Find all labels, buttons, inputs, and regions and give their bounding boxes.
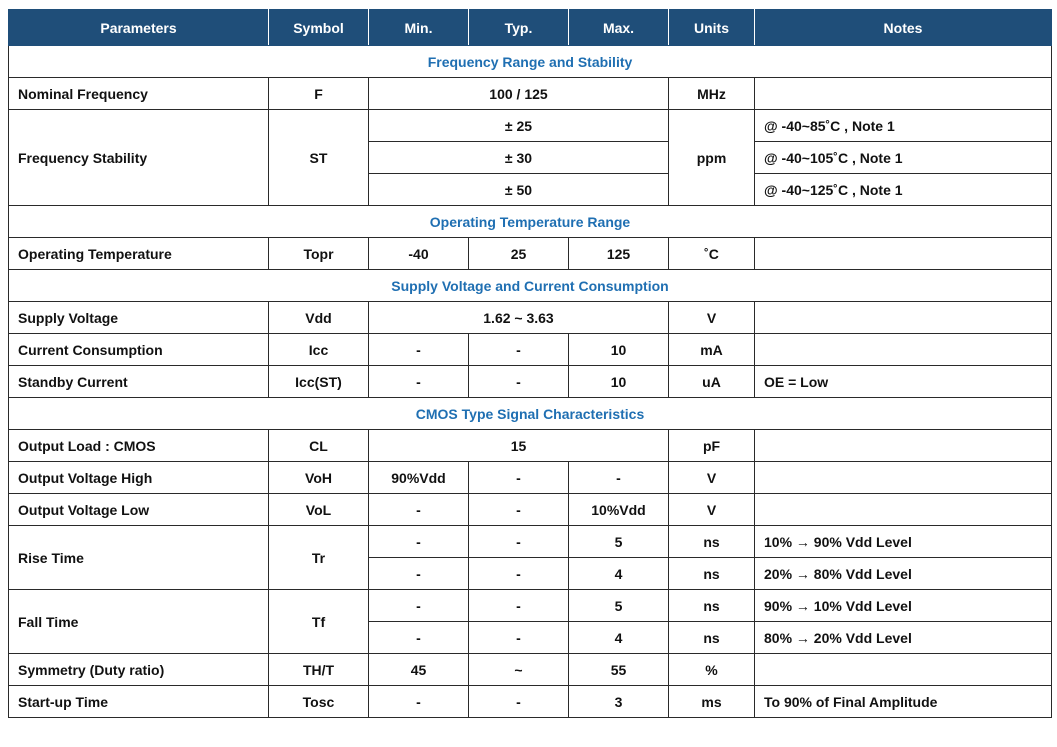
- units-output-load: pF: [669, 430, 755, 462]
- max-output-voltage-high: -: [569, 462, 669, 494]
- symbol-output-load: CL: [269, 430, 369, 462]
- row-frequency-stability-1: [9, 110, 1052, 142]
- row-output-load: [9, 430, 1052, 462]
- row-output-voltage-high: [9, 462, 1052, 494]
- note-symmetry: [755, 654, 1052, 686]
- typ-operating-temperature: 25: [469, 238, 569, 270]
- symbol-supply-voltage: Vdd: [269, 302, 369, 334]
- section-title-temperature: Operating Temperature Range: [9, 206, 1052, 238]
- units-current-consumption: mA: [669, 334, 755, 366]
- min-output-voltage-high: 90%Vdd: [369, 462, 469, 494]
- typ-rise-time-1: -: [469, 526, 569, 558]
- header-row: [9, 10, 1052, 46]
- typ-startup-time: -: [469, 686, 569, 718]
- note-rise-time-2: 20% → 80% Vdd Level: [755, 558, 1052, 590]
- units-startup-time: ms: [669, 686, 755, 718]
- max-startup-time: 3: [569, 686, 669, 718]
- note-rise-time-1: 10% → 90% Vdd Level: [755, 526, 1052, 558]
- symbol-operating-temperature: Topr: [269, 238, 369, 270]
- min-fall-time-1: -: [369, 590, 469, 622]
- param-current-consumption: Current Consumption: [9, 334, 269, 366]
- min-rise-time-1: -: [369, 526, 469, 558]
- note-output-voltage-high: [755, 462, 1052, 494]
- value-frequency-stability-1: ± 25: [369, 110, 669, 142]
- typ-output-voltage-low: -: [469, 494, 569, 526]
- header-min: Min.: [369, 10, 469, 46]
- note-operating-temperature: [755, 238, 1052, 270]
- max-rise-time-2: 4: [569, 558, 669, 590]
- max-standby-current: 10: [569, 366, 669, 398]
- max-symmetry: 55: [569, 654, 669, 686]
- param-output-voltage-high: Output Voltage High: [9, 462, 269, 494]
- min-standby-current: -: [369, 366, 469, 398]
- row-current-consumption: [9, 334, 1052, 366]
- param-rise-time: Rise Time: [9, 526, 269, 590]
- symbol-nominal-frequency: F: [269, 78, 369, 110]
- units-output-voltage-high: V: [669, 462, 755, 494]
- typ-standby-current: -: [469, 366, 569, 398]
- row-startup-time: [9, 686, 1052, 718]
- symbol-startup-time: Tosc: [269, 686, 369, 718]
- section-row-temperature: [9, 206, 1052, 238]
- param-fall-time: Fall Time: [9, 590, 269, 654]
- max-operating-temperature: 125: [569, 238, 669, 270]
- section-row-frequency: [9, 46, 1052, 78]
- min-symmetry: 45: [369, 654, 469, 686]
- note-current-consumption: [755, 334, 1052, 366]
- note-output-load: [755, 430, 1052, 462]
- units-supply-voltage: V: [669, 302, 755, 334]
- note-standby-current: OE = Low: [755, 366, 1052, 398]
- units-fall-time-2: ns: [669, 622, 755, 654]
- typ-output-voltage-high: -: [469, 462, 569, 494]
- row-operating-temperature: [9, 238, 1052, 270]
- symbol-rise-time: Tr: [269, 526, 369, 590]
- value-supply-voltage: 1.62 ~ 3.63: [369, 302, 669, 334]
- units-standby-current: uA: [669, 366, 755, 398]
- min-fall-time-2: -: [369, 622, 469, 654]
- units-operating-temperature: ˚C: [669, 238, 755, 270]
- max-current-consumption: 10: [569, 334, 669, 366]
- min-rise-time-2: -: [369, 558, 469, 590]
- symbol-standby-current: Icc(ST): [269, 366, 369, 398]
- min-current-consumption: -: [369, 334, 469, 366]
- symbol-output-voltage-high: VoH: [269, 462, 369, 494]
- max-fall-time-1: 5: [569, 590, 669, 622]
- units-nominal-frequency: MHz: [669, 78, 755, 110]
- header-symbol: Symbol: [269, 10, 369, 46]
- section-title-frequency: Frequency Range and Stability: [9, 46, 1052, 78]
- row-output-voltage-low: [9, 494, 1052, 526]
- units-frequency-stability: ppm: [669, 110, 755, 206]
- value-frequency-stability-3: ± 50: [369, 174, 669, 206]
- min-startup-time: -: [369, 686, 469, 718]
- header-parameters: Parameters: [9, 10, 269, 46]
- value-nominal-frequency: 100 / 125: [369, 78, 669, 110]
- section-title-supply: Supply Voltage and Current Consumption: [9, 270, 1052, 302]
- typ-fall-time-1: -: [469, 590, 569, 622]
- note-fall-time-2: 80% → 20% Vdd Level: [755, 622, 1052, 654]
- units-rise-time-1: ns: [669, 526, 755, 558]
- row-supply-voltage: [9, 302, 1052, 334]
- symbol-symmetry: TH/T: [269, 654, 369, 686]
- symbol-current-consumption: Icc: [269, 334, 369, 366]
- units-rise-time-2: ns: [669, 558, 755, 590]
- row-standby-current: [9, 366, 1052, 398]
- symbol-output-voltage-low: VoL: [269, 494, 369, 526]
- note-nominal-frequency: [755, 78, 1052, 110]
- units-symmetry: %: [669, 654, 755, 686]
- note-supply-voltage: [755, 302, 1052, 334]
- section-title-cmos: CMOS Type Signal Characteristics: [9, 398, 1052, 430]
- min-operating-temperature: -40: [369, 238, 469, 270]
- param-frequency-stability: Frequency Stability: [9, 110, 269, 206]
- min-output-voltage-low: -: [369, 494, 469, 526]
- value-frequency-stability-2: ± 30: [369, 142, 669, 174]
- note-startup-time: To 90% of Final Amplitude: [755, 686, 1052, 718]
- row-rise-time-1: [9, 526, 1052, 558]
- note-frequency-stability-2: @ -40~105˚C , Note 1: [755, 142, 1052, 174]
- row-fall-time-1: [9, 590, 1052, 622]
- param-supply-voltage: Supply Voltage: [9, 302, 269, 334]
- note-fall-time-1: 90% → 10% Vdd Level: [755, 590, 1052, 622]
- max-fall-time-2: 4: [569, 622, 669, 654]
- note-frequency-stability-3: @ -40~125˚C , Note 1: [755, 174, 1052, 206]
- param-startup-time: Start-up Time: [9, 686, 269, 718]
- header-max: Max.: [569, 10, 669, 46]
- typ-fall-time-2: -: [469, 622, 569, 654]
- spec-table: [8, 9, 1052, 718]
- header-units: Units: [669, 10, 755, 46]
- symbol-frequency-stability: ST: [269, 110, 369, 206]
- max-rise-time-1: 5: [569, 526, 669, 558]
- note-frequency-stability-1: @ -40~85˚C , Note 1: [755, 110, 1052, 142]
- units-fall-time-1: ns: [669, 590, 755, 622]
- typ-symmetry: ~: [469, 654, 569, 686]
- units-output-voltage-low: V: [669, 494, 755, 526]
- symbol-fall-time: Tf: [269, 590, 369, 654]
- param-nominal-frequency: Nominal Frequency: [9, 78, 269, 110]
- row-nominal-frequency: [9, 78, 1052, 110]
- header-notes: Notes: [755, 10, 1052, 46]
- value-output-load: 15: [369, 430, 669, 462]
- typ-current-consumption: -: [469, 334, 569, 366]
- header-typ: Typ.: [469, 10, 569, 46]
- note-output-voltage-low: [755, 494, 1052, 526]
- param-operating-temperature: Operating Temperature: [9, 238, 269, 270]
- section-row-cmos: [9, 398, 1052, 430]
- param-output-voltage-low: Output Voltage Low: [9, 494, 269, 526]
- section-row-supply: [9, 270, 1052, 302]
- param-symmetry: Symmetry (Duty ratio): [9, 654, 269, 686]
- typ-rise-time-2: -: [469, 558, 569, 590]
- param-standby-current: Standby Current: [9, 366, 269, 398]
- row-symmetry: [9, 654, 1052, 686]
- param-output-load: Output Load : CMOS: [9, 430, 269, 462]
- max-output-voltage-low: 10%Vdd: [569, 494, 669, 526]
